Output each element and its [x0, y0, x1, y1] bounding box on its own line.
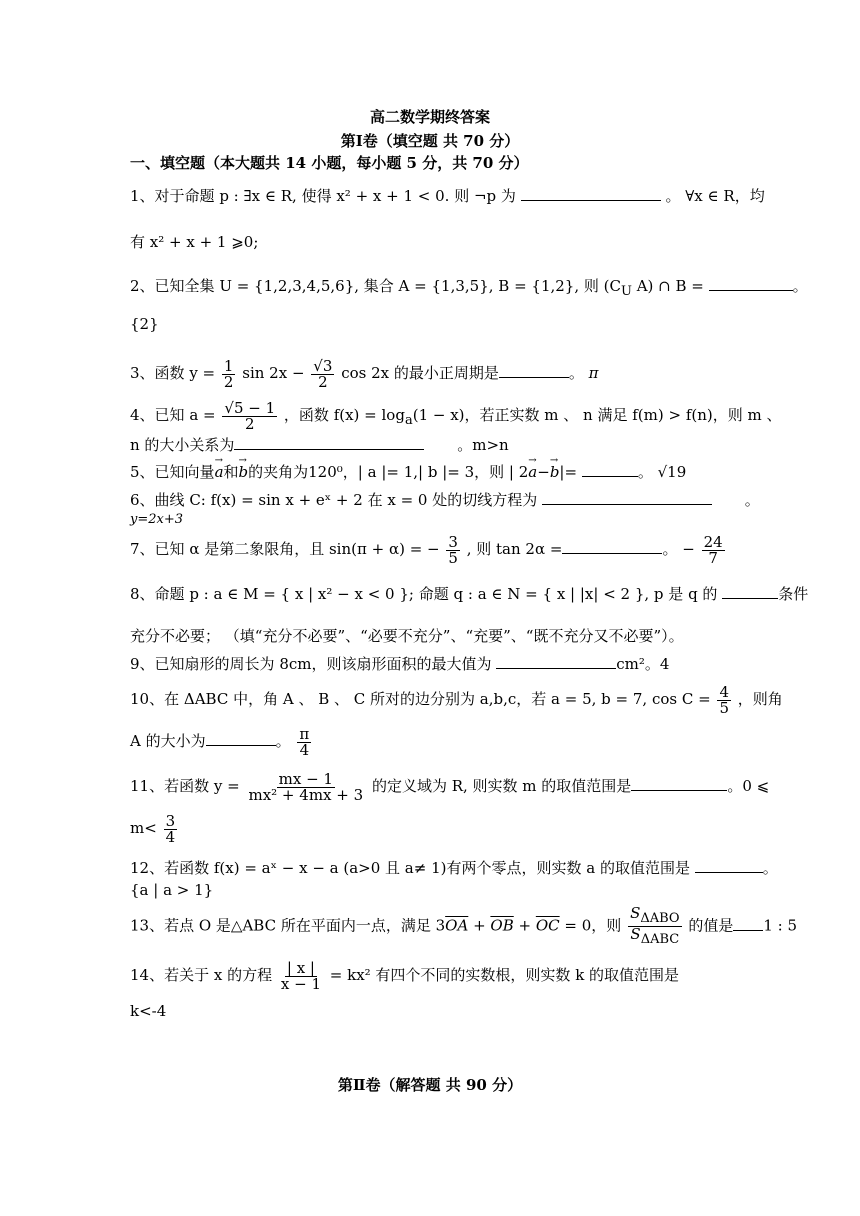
answer-blank	[562, 539, 662, 554]
question-2: 2、已知全集 U = {1,2,3,4,5,6}, 集合 A = {1,3,5}, B = {1,2}, 则 ($C_U$ A) ∩ B = 。	[130, 277, 808, 299]
question-14: 14、若关于 x 的方程 $\frac{| x |}{x - 1}$ = kx² 有四个不同的实数根，则实数 k 的取值范围是	[130, 958, 680, 993]
answer-blank	[234, 435, 424, 450]
question-11-answer: m< $\frac{3}{4}$	[130, 811, 176, 846]
answer-blank	[733, 916, 763, 931]
question-5: 5、已知向量→ a和→ b的夹角为120⁰，| a |= 1,| b |= 3，则 | 2→ a−→ b|= 。 √19	[130, 462, 686, 482]
section-heading: 一、填空题（本大题共 14 小题，每小题 5 分，共 70 分）	[130, 154, 529, 172]
question-8: 8、命题 p : a ∈ M = { x | x² − x < 0 }; 命题 q : a ∈ N = { x | |x| < 2 }, p 是 q 的 条件	[130, 585, 809, 603]
question-13-answer: 1 : 5	[763, 916, 798, 935]
question-6: 6、曲线 C: f(x) = sin x + eˣ + 2 在 x = 0 处的切线方程为 。	[130, 491, 760, 509]
question-6-answer: y=2x+3	[130, 512, 184, 527]
question-7-answer: $\frac{24}{7}$	[703, 532, 723, 567]
question-1: 1、对于命题 p : ∃x ∈ R, 使得 x² + x + 1 < 0. 则 ¬p 为 。 ∀x ∈ R，均	[130, 187, 765, 205]
answer-blank	[722, 584, 778, 599]
question-10-answer: $\frac{\pi}{4}$	[299, 724, 310, 759]
answer-blank	[496, 654, 616, 669]
answer-blank	[582, 462, 638, 477]
answer-blank	[521, 186, 661, 201]
answer-blank	[695, 858, 763, 873]
question-5-answer: √19	[657, 463, 687, 481]
answer-blank	[542, 490, 712, 505]
answer-blank	[709, 276, 793, 291]
answer-blank	[206, 731, 276, 746]
part-one-heading: 第Ⅰ卷（填空题 共 70 分）	[340, 132, 520, 150]
question-3-answer: π	[588, 364, 599, 382]
question-10-line2: A 的大小为 。 $\frac{\pi}{4}$	[130, 724, 310, 759]
part-two-heading: 第Ⅱ卷（解答题 共 90 分）	[337, 1076, 523, 1094]
answer-blank	[499, 363, 569, 378]
question-9: 9、已知扇形的周长为 8cm，则该扇形面积的最大值为 cm²。4	[130, 655, 670, 673]
question-11: 11、若函数 y = $\frac{mx - 1}{\text{mx² + 4mx + 3}}$ 的定义域为 R, 则实数 m 的取值范围是 。0 ⩽	[130, 769, 770, 804]
question-1-answer: 有 x² + x + 1 ⩾0;	[130, 233, 259, 251]
question-14-answer: k<-4	[130, 1002, 167, 1020]
answer-blank	[631, 776, 727, 791]
question-3: 3、函数 y = $\frac{1}{2}$ sin 2x − $\frac{√3}{2}$ cos 2x 的最小正周期是 。 π	[130, 356, 599, 391]
question-2-answer: {2}	[130, 315, 159, 333]
question-13: 13、若点 O 是△ABC 所在平面内一点，满足 $3\overline{OA} + \overline{OB} + \overline{OC} = 0$，则 $\frac{S_{\Delta ABO}}{S_{\Delta ABC}}$ 的值是 1 : 5	[130, 904, 798, 947]
question-4-line2: n 的大小关系为 。m>n	[130, 436, 509, 454]
question-12: 12、若函数 f(x) = aˣ − x − a (a>0 且 a≠ 1)有两个零点，则实数 a 的取值范围是 。	[130, 859, 778, 877]
question-8-answer: 充分不必要； （填“充分不必要”、“必要不充分”、“充要”、“既不充分又不必要”）。	[130, 627, 684, 645]
question-4: 4、已知 a = $\frac{√5 - 1}{2}$ ，函数 $f(x) = \log_a(1 - x)$，若正实数 m 、 n 满足 f(m) > f(n)，则 m 、	[130, 398, 782, 433]
question-10: 10、在 ΔABC 中，角 A 、 B 、 C 所对的边分别为 a,b,c，若 a = 5, b = 7, cos C = $\frac{4}{5}$ ，则角	[130, 682, 783, 717]
question-7: 7、已知 α 是第二象限角，且 sin(π + α) = − $\frac{3}{5}$ , 则 tan 2α = 。 − $\frac{24}{7}$	[130, 532, 723, 567]
question-12-answer: {a | a > 1}	[130, 881, 214, 899]
page-title: 高二数学期终答案	[369, 108, 490, 126]
